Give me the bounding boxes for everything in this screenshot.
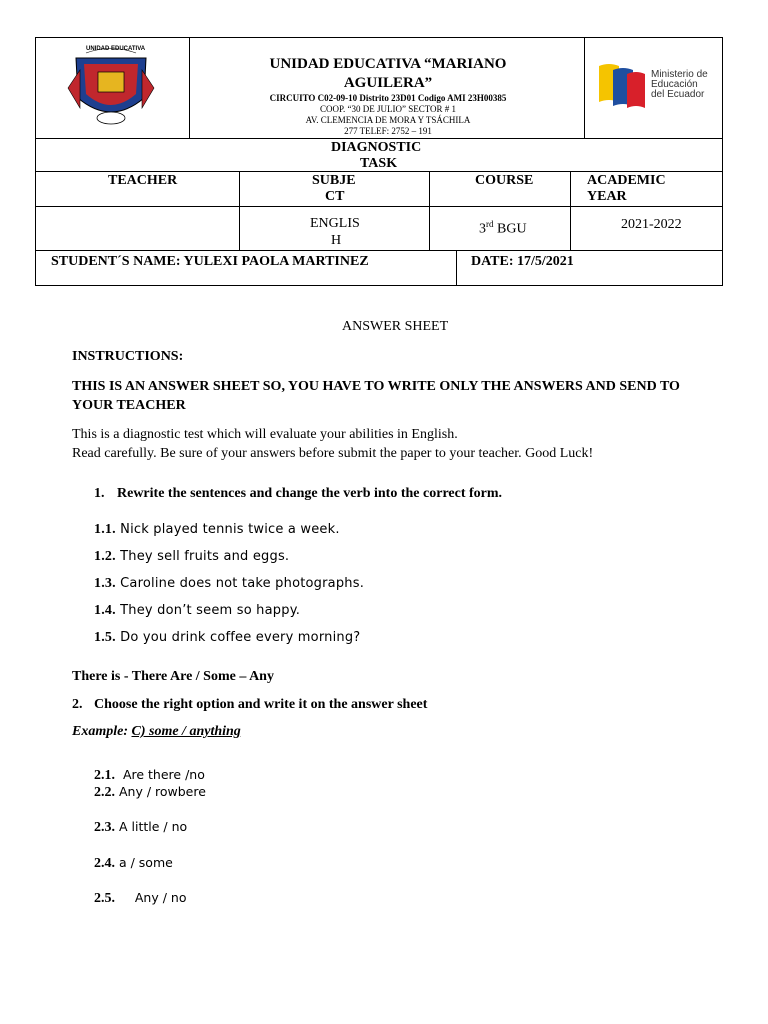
task-title-line-2: TASK xyxy=(360,156,398,171)
item-number: 1.5. xyxy=(94,630,116,645)
item-number: 1.1. xyxy=(94,522,116,537)
section-heading: There is - There Are / Some – Any xyxy=(72,669,274,684)
question-1-number: 1. xyxy=(94,486,105,501)
item-number: 2.2. xyxy=(94,785,115,800)
item-number: 2.4. xyxy=(94,856,115,871)
teacher-header-cell xyxy=(35,171,240,207)
address-line-1: COOP. “30 DE JULIO” SECTOR # 1 xyxy=(319,104,457,114)
item-text: a / some xyxy=(115,855,173,870)
ministry-name xyxy=(651,70,708,100)
year-label-2: YEAR xyxy=(587,189,627,204)
subject-header-cell xyxy=(239,171,430,207)
course-superscript: rd xyxy=(486,219,494,229)
item-text: They sell fruits and eggs. xyxy=(115,549,290,564)
logo-cell xyxy=(35,37,190,139)
circuit-info: CIRCUITO C02-09-10 Distrito 23D01 Codigo AMI 23H00385 xyxy=(269,93,507,103)
list-item xyxy=(94,603,300,619)
instructions-label: INSTRUCTIONS: xyxy=(72,349,184,364)
list-item xyxy=(94,576,364,592)
course-label: COURSE xyxy=(475,173,534,188)
list-item xyxy=(94,630,360,646)
item-number: 2.3. xyxy=(94,820,115,835)
item-text: Any / rowbere xyxy=(115,784,206,799)
list-item xyxy=(94,522,340,538)
question-2-number: 2. xyxy=(72,697,83,712)
item-text: Do you drink coffee every morning? xyxy=(115,630,361,645)
logo-text: UNIDAD EDUCATIVA xyxy=(86,46,146,52)
subject-value-cell xyxy=(239,206,430,251)
list-item xyxy=(94,890,186,907)
course-header-cell xyxy=(429,171,571,207)
intro-line-2: Read carefully. Be sure of your answers before submit the paper to your teacher. Good Luck! xyxy=(72,446,594,461)
task-title-line-1: DIAGNOSTIC xyxy=(331,140,422,155)
ministry-flag-icon xyxy=(599,62,645,110)
year-value: 2021-2022 xyxy=(621,217,682,232)
teacher-label: TEACHER xyxy=(108,173,178,188)
item-number: 2.5. xyxy=(94,891,115,906)
address-line-2: AV. CLEMENCIA DE MORA Y TSÁCHILA xyxy=(305,115,471,125)
phone-info: 277 TELEF: 2752 – 191 xyxy=(344,126,432,136)
list-item xyxy=(94,549,289,565)
answer-sheet-title: ANSWER SHEET xyxy=(342,319,449,334)
item-text: Are there /no xyxy=(115,767,205,782)
ministry-line: Educación xyxy=(651,79,698,90)
subject-value-2: H xyxy=(331,233,342,248)
course-name: BGU xyxy=(493,221,527,237)
item-text: A little / no xyxy=(115,819,188,834)
school-name: UNIDAD EDUCATIVA “MARIANO AGUILERA” xyxy=(269,56,507,91)
ministry-line: Ministerio de xyxy=(651,69,708,80)
course-value-cell xyxy=(429,206,571,251)
course-number: 3 xyxy=(479,221,486,237)
list-item xyxy=(94,819,187,836)
item-text: They don’t seem so happy. xyxy=(115,603,301,618)
school-crest-logo xyxy=(66,48,156,128)
list-item xyxy=(94,784,206,801)
ministry-line: del Ecuador xyxy=(651,89,705,100)
example-line xyxy=(72,722,241,741)
task-title-cell xyxy=(35,138,723,172)
ministry-logo-cell xyxy=(584,37,723,139)
date-cell xyxy=(456,250,723,286)
date-value: DATE: 17/5/2021 xyxy=(471,254,574,269)
item-text: Nick played tennis twice a week. xyxy=(115,522,340,537)
question-2-text: Choose the right option and write it on the answer sheet xyxy=(94,697,428,712)
teacher-value-cell xyxy=(35,206,240,251)
year-label-1: ACADEMIC xyxy=(587,173,666,188)
list-item xyxy=(94,767,205,784)
item-number: 1.4. xyxy=(94,603,116,618)
example-label: Example: xyxy=(72,724,132,739)
item-text: Any / no xyxy=(115,890,187,905)
school-info-cell xyxy=(189,37,585,139)
year-header-cell xyxy=(570,171,723,207)
course-value xyxy=(479,216,527,238)
subject-label-2: CT xyxy=(325,189,345,204)
subject-value-1: ENGLIS xyxy=(310,216,360,231)
student-name-cell xyxy=(35,250,457,286)
item-number: 2.1. xyxy=(94,768,115,783)
student-name: STUDENT´S NAME: YULEXI PAOLA MARTINEZ xyxy=(51,254,369,269)
list-item xyxy=(94,855,173,872)
example-value: C) some / anything xyxy=(131,724,241,739)
question-1-text: Rewrite the sentences and change the verb into the correct form. xyxy=(117,486,503,501)
item-text: Caroline does not take photographs. xyxy=(115,576,365,591)
item-number: 1.2. xyxy=(94,549,116,564)
instructions-text: THIS IS AN ANSWER SHEET SO, YOU HAVE TO WRITE ONLY THE ANSWERS AND SEND TO YOUR TEACHER xyxy=(72,379,680,413)
subject-label-1: SUBJE xyxy=(312,173,356,188)
item-number: 1.3. xyxy=(94,576,116,591)
intro-line-1: This is a diagnostic test which will evaluate your abilities in English. xyxy=(72,427,458,442)
year-value-cell xyxy=(570,206,723,251)
